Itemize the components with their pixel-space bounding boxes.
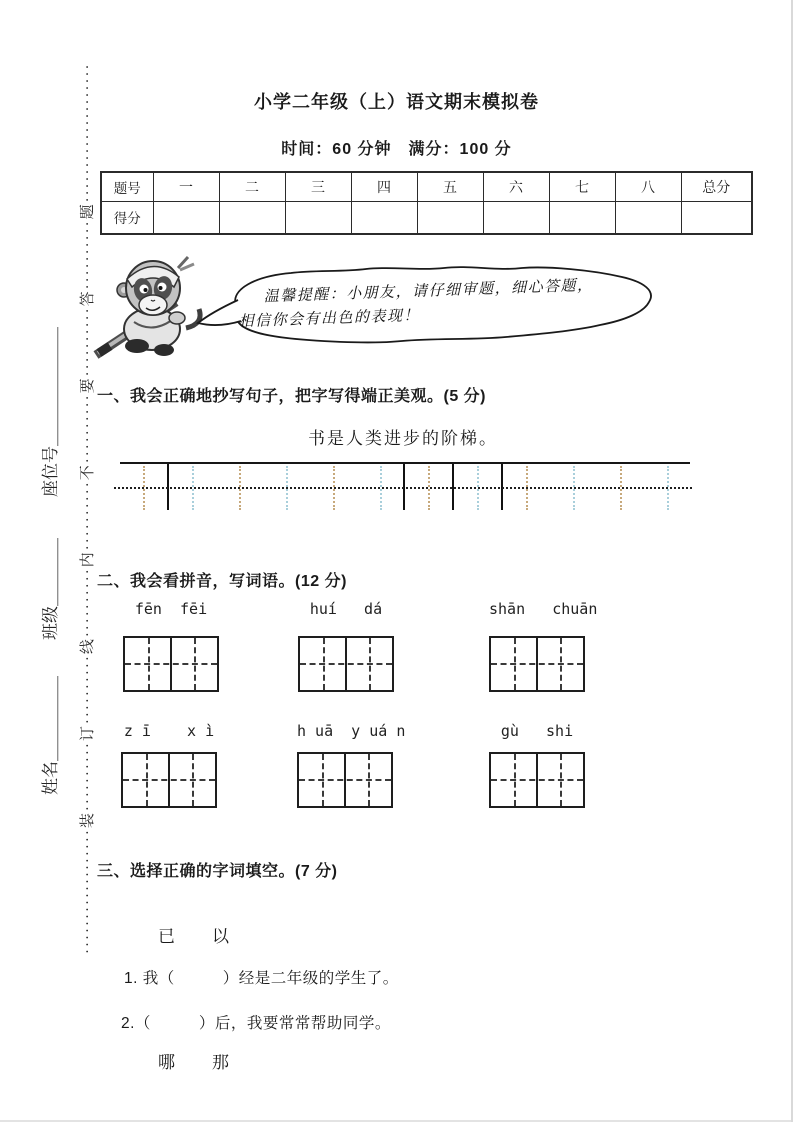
pinyin-group: [489, 600, 598, 692]
page-title: 小学二年级（上）语文期末模拟卷: [254, 92, 539, 112]
score-blank-cell: [417, 201, 483, 234]
tianzige-box: [489, 752, 585, 808]
class-label: 班级＿＿＿＿: [41, 538, 60, 640]
pinyin-group: [123, 600, 219, 692]
pinyin-group: [297, 722, 406, 808]
tianzige-box: [298, 636, 394, 692]
score-blank-cell: [351, 201, 417, 234]
score-blank-cell: [153, 201, 219, 234]
copy-writing-grid: [120, 462, 690, 510]
score-col-header: 总分: [681, 172, 752, 201]
tianzige-box: [489, 636, 585, 692]
binding-line-text: ··················装··········订··········线··········内··········不··········要··········答··········题····················: [80, 62, 96, 954]
score-table: [100, 171, 753, 235]
pinyin-group: [489, 722, 585, 808]
score-col-header: 八: [615, 172, 681, 201]
reminder-line-1: 温馨提醒：小朋友，请仔细审题，细心答题，: [263, 275, 594, 306]
tianzige-box: [121, 752, 217, 808]
pinyin-label: h uā y uá n: [297, 722, 406, 740]
word-choice-pair-1: 已 以: [158, 927, 230, 946]
copy-grid-midline: [114, 487, 692, 489]
score-blank-cell: [615, 201, 681, 234]
pinyin-group: [298, 600, 394, 692]
pinyin-label: shān chuān: [489, 600, 598, 618]
section-3-heading: 三、选择正确的字词填空。(7 分): [97, 863, 338, 880]
fill-blank-item-2: 2.（ ）后，我要常常帮助同学。: [121, 1015, 391, 1032]
score-col-header: 七: [549, 172, 615, 201]
pinyin-label: gù shi: [500, 722, 574, 740]
score-table-row-label: 得分: [101, 201, 153, 234]
seat-number-label: 座位号＿＿＿＿＿＿＿: [41, 327, 60, 497]
pinyin-label: fēn fēi: [134, 600, 208, 618]
score-table-row-label: 题号: [101, 172, 153, 201]
score-col-header: 三: [285, 172, 351, 201]
score-col-header: 一: [153, 172, 219, 201]
exam-meta: 时间：60 分钟 满分：100 分: [281, 141, 512, 158]
fill-blank-item-1: 1. 我（ ）经是二年级的学生了。: [124, 970, 399, 987]
score-col-header: 二: [219, 172, 285, 201]
score-blank-cell: [681, 201, 752, 234]
score-col-header: 四: [351, 172, 417, 201]
score-blank-cell: [549, 201, 615, 234]
score-blank-cell: [483, 201, 549, 234]
pinyin-group: [121, 722, 217, 808]
tianzige-box: [123, 636, 219, 692]
name-label: 姓名＿＿＿＿＿: [41, 676, 60, 795]
section-2-heading: 二、我会看拼音，写词语。(12 分): [97, 573, 347, 590]
pinyin-label: huí dá: [309, 600, 383, 618]
word-choice-pair-2: 哪 那: [158, 1053, 230, 1072]
section-1-heading: 一、我会正确地抄写句子，把字写得端正美观。(5 分): [97, 388, 487, 405]
pinyin-label: z ī x ì: [123, 722, 215, 740]
score-blank-cell: [285, 201, 351, 234]
score-col-header: 六: [483, 172, 549, 201]
tianzige-box: [297, 752, 393, 808]
reminder-line-2: 相信你会有出色的表现！: [238, 305, 421, 331]
copy-sentence: 书是人类进步的阶梯。: [308, 429, 498, 449]
speech-bubble: [196, 260, 666, 352]
score-col-header: 五: [417, 172, 483, 201]
score-blank-cell: [219, 201, 285, 234]
